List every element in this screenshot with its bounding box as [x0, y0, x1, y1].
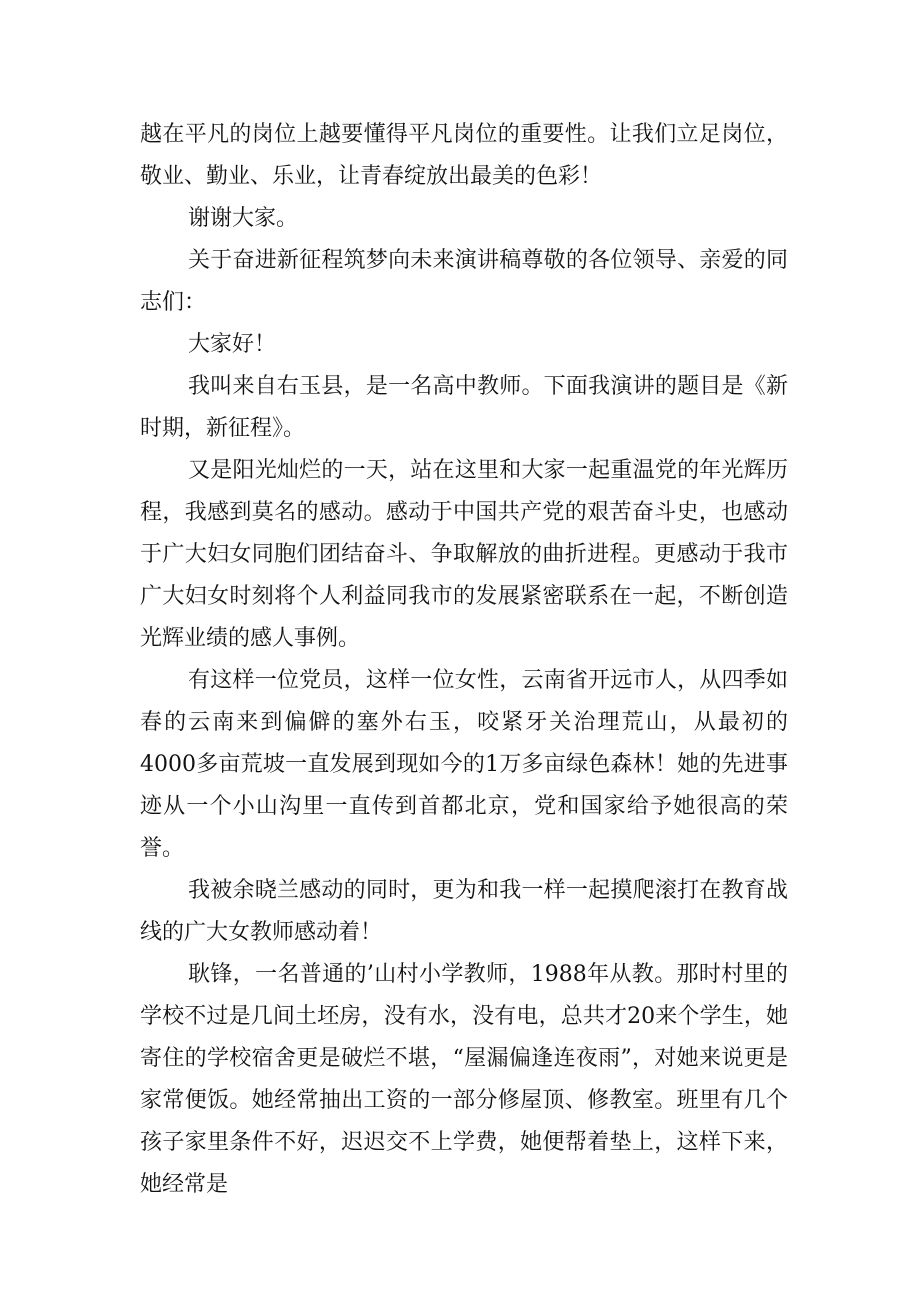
document-body [140, 114, 788, 1206]
paragraph-body: 耿锋，一名普通的’山村小学教师，1988年从教。那时村里的学校不过是几间土坯房，没有水，没有电，总共才20来个学生，她寄住的学校宿舍更是破烂不堪，“屋漏偏逢连夜雨”，对她来说更是家常便饭。她经常抽出工资的一部分修屋顶、修教室。班里有几个孩子家里条件不好，迟迟交不上学费，她便帮着垫上，这样下来，她经常是 [140, 962, 788, 1197]
paragraph-thanks: 谢谢大家。 [188, 206, 299, 231]
paragraph-body: 又是阳光灿烂的一天，站在这里和大家一起重温党的年光辉历程，我感到莫名的感动。感动于中国共产党的艰苦奋斗史，也感动于广大妇女同胞们团结奋斗、争取解放的曲折进程。更感动于我市广大妇女时刻将个人利益同我市的发展紧密联系在一起，不断创造光辉业绩的感人事例。 [140, 458, 788, 651]
paragraph-continuation: 越在平凡的岗位上越要懂得平凡岗位的重要性。让我们立足岗位，敬业、勤业、乐业，让青春绽放出最美的色彩！ [140, 122, 788, 189]
paragraph-body: 我被余晓兰感动的同时，更为和我一样一起摸爬滚打在教育战线的广大女教师感动着！ [140, 878, 788, 945]
paragraph-speech-title: 关于奋进新征程筑梦向未来演讲稿尊敬的各位领导、亲爱的同志们： [140, 248, 788, 315]
paragraph-body: 有这样一位党员，这样一位女性，云南省开远市人，从四季如春的云南来到偏僻的塞外右玉，咬紧牙关治理荒山，从最初的4000多亩荒坡一直发展到现如今的1万多亩绿色森林！她的先进事迹从一个小山沟里一直传到首都北京，党和国家给予她很高的荣誉。 [140, 668, 788, 861]
paragraph-introduction: 我叫来自右玉县，是一名高中教师。下面我演讲的题目是《新时期，新征程》。 [140, 374, 788, 441]
paragraph-greeting: 大家好！ [188, 332, 277, 357]
